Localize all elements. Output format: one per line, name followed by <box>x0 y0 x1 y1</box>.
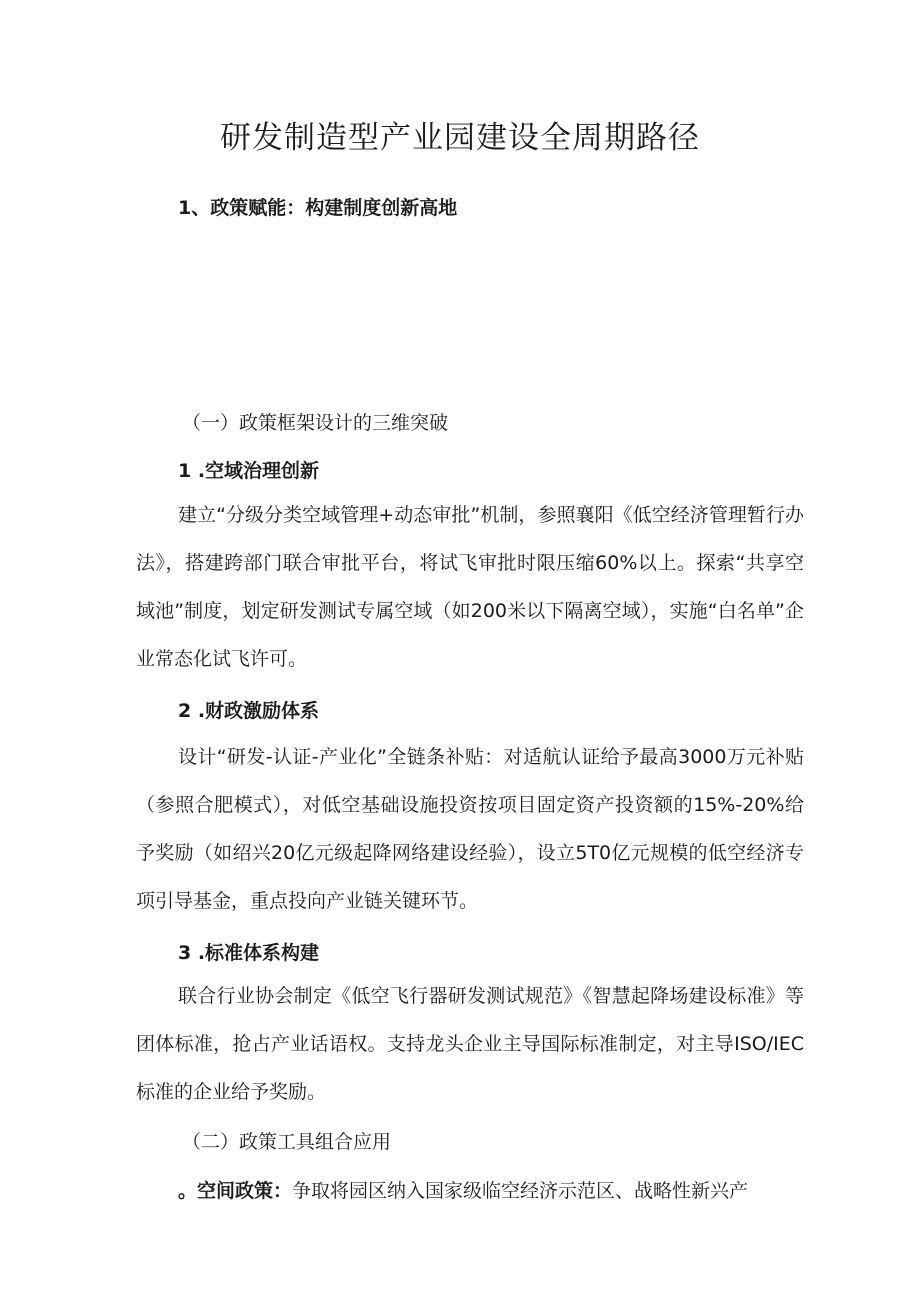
paragraph-fiscal: 设计“研发-认证-产业化”全链条补贴：对适航认证给予最高3000万元补贴（参照合肥模式），对低空基础设施投资按项目固定资产投资额的15%-20%给予奖励（如绍兴20亿元级起降网络建设经验），设立5T0亿元规模的低空经济专项引导基金，重点投向产业链关键环节。 <box>136 746 804 912</box>
item-heading-standards: 3 .标准体系构建 <box>178 942 320 964</box>
subsection-heading-policy-tools: （二）政策工具组合应用 <box>182 1131 392 1153</box>
subsection-heading-policy-framework: （一）政策框架设计的三维突破 <box>182 412 449 434</box>
page-title: 研发制造型产业园建设全周期路径 <box>220 120 700 156</box>
paragraph-standards: 联合行业协会制定《低空飞行器研发测试规范》《智慧起降场建设标准》等团体标准，抢占产业话语权。支持龙头企业主导国际标准制定，对主导ISO/IEC标准的企业给予奖励。 <box>136 985 804 1103</box>
item-heading-fiscal: 2 .财政激励体系 <box>178 700 320 722</box>
section-heading-policy-empowerment: 1、政策赋能：构建制度创新高地 <box>178 197 458 219</box>
item-heading-airspace: 1 .空域治理创新 <box>178 460 320 482</box>
bullet-text: 争取将园区纳入国家级临空经济示范区、战略性新兴产 <box>292 1180 749 1202</box>
bullet-spatial-policy <box>178 1176 748 1203</box>
bullet-label: 。空间政策： <box>178 1180 293 1202</box>
paragraph-airspace: 建立“分级分类空域管理+动态审批”机制，参照襄阳《低空经济管理暂行办法》，搭建跨部门联合审批平台，将试飞审批时限压缩60%以上。探索“共享空域池”制度，划定研发测试专属空域（如200米以下隔离空域），实施“白名单”企业常态化试飞许可。 <box>136 504 804 670</box>
